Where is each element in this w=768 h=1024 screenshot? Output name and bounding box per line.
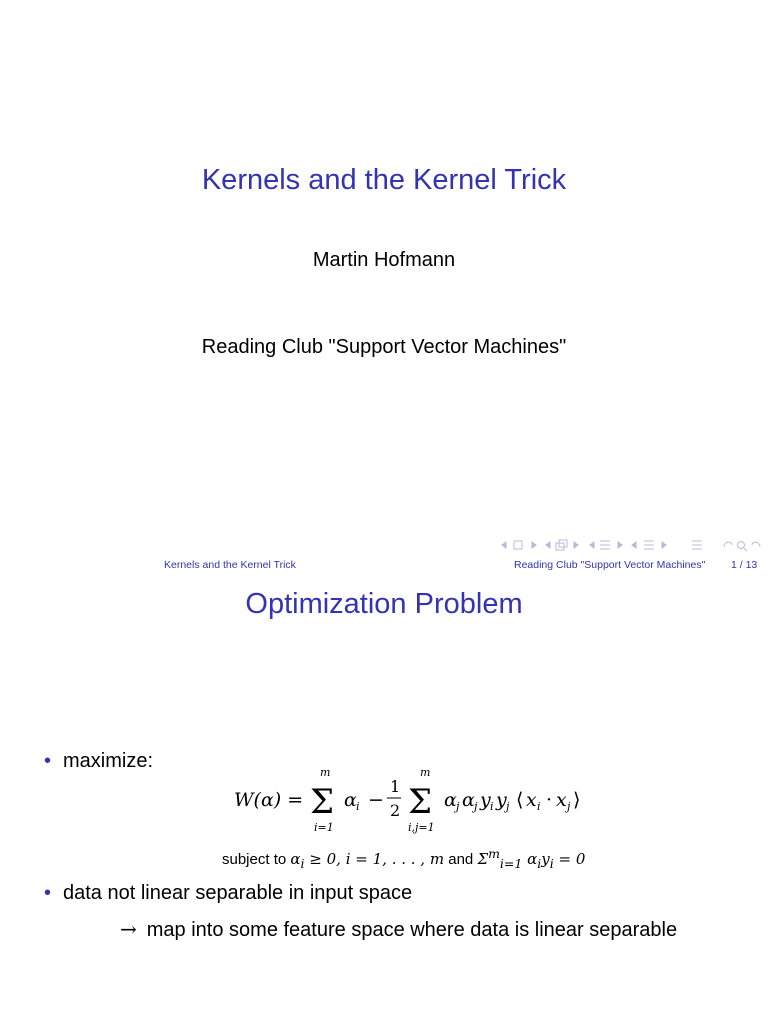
- svg-text:α: α: [462, 789, 475, 811]
- sum2-upper: m: [420, 766, 431, 779]
- svg-text:x: x: [526, 789, 537, 811]
- term2: [444, 789, 580, 813]
- sub-bullet-text: map into some feature space where data is linear separable: [146, 919, 678, 941]
- svg-text:α: α: [444, 789, 457, 811]
- nav-prev-icon[interactable]: [502, 542, 506, 548]
- frac-den: 2: [390, 801, 401, 820]
- subject-and: and: [448, 851, 474, 868]
- nav-prev-icon[interactable]: [632, 542, 636, 548]
- svg-text:y: y: [480, 789, 491, 811]
- sub-bullet-feature-space: [120, 917, 677, 942]
- bullet-dot: •: [44, 750, 52, 772]
- frac-num: 1: [390, 777, 401, 796]
- bullet-text: data not linear separable in input space: [63, 882, 413, 904]
- institute: Reading Club "Support Vector Machines": [201, 336, 567, 358]
- formula-lhs: W(α) =: [234, 789, 304, 811]
- footer-institute: Reading Club "Support Vector Machines": [514, 559, 706, 571]
- author-name: Martin Hofmann: [312, 249, 456, 271]
- subject-condition: $\alpha_i \ge 0$, i = 1, . . . , m: [290, 850, 445, 871]
- nav-prev-icon[interactable]: [590, 542, 594, 548]
- bullet-text: maximize:: [63, 750, 154, 772]
- sum2-sigma: Σ: [408, 782, 433, 822]
- section-icon[interactable]: [556, 540, 567, 550]
- svg-text:j: j: [456, 800, 460, 813]
- svg-text:j: j: [506, 800, 510, 813]
- svg-text:·: ·: [546, 789, 553, 811]
- slide-title: Kernels and the Kernel Trick: [201, 164, 567, 196]
- sum1-sigma: Σ: [310, 782, 335, 822]
- svg-text:i: i: [537, 800, 541, 813]
- beamer-navigation-bar[interactable]: [498, 537, 766, 553]
- page-number: 1 / 13: [731, 559, 758, 571]
- svg-text:j: j: [567, 800, 571, 813]
- subsection-icon[interactable]: [600, 541, 610, 549]
- constraint-line: [222, 846, 585, 871]
- subsection-icon[interactable]: [644, 541, 654, 549]
- sum2-lower: i,j=1: [408, 821, 435, 834]
- frame-icon[interactable]: [514, 541, 522, 549]
- bullet-maximize: [44, 750, 154, 773]
- nav-next-icon[interactable]: [618, 542, 622, 548]
- svg-text:⟩: ⟩: [573, 789, 581, 811]
- subject-sum: $\Sigma^m_{i=1}$ $\alpha_iy_i = 0$: [477, 846, 586, 871]
- nav-next-icon[interactable]: [662, 542, 666, 548]
- nav-next-icon[interactable]: [574, 542, 578, 548]
- svg-text:⟨: ⟨: [516, 789, 524, 811]
- term1: α: [344, 789, 357, 811]
- svg-text:i: i: [490, 800, 494, 813]
- bullet-dot: •: [44, 882, 52, 904]
- svg-text:x: x: [556, 789, 567, 811]
- sum1-lower: i=1: [314, 821, 334, 834]
- objective-formula: [228, 764, 588, 840]
- svg-text:j: j: [474, 800, 478, 813]
- toc-icon[interactable]: [692, 541, 702, 549]
- nav-prev-icon[interactable]: [546, 542, 550, 548]
- sum1-upper: m: [320, 766, 331, 779]
- minus-sign: −: [368, 789, 384, 811]
- bullet-not-separable: [44, 882, 413, 905]
- nav-next-icon[interactable]: [532, 542, 536, 548]
- subject-prefix: subject to: [222, 851, 287, 868]
- search-icon[interactable]: [724, 542, 760, 552]
- svg-text:i: i: [356, 800, 360, 813]
- footer-title: Kernels and the Kernel Trick: [164, 559, 296, 571]
- arrow-icon: →: [120, 917, 137, 941]
- svg-text:y: y: [496, 789, 507, 811]
- slide-title-optimization: Optimization Problem: [245, 588, 523, 620]
